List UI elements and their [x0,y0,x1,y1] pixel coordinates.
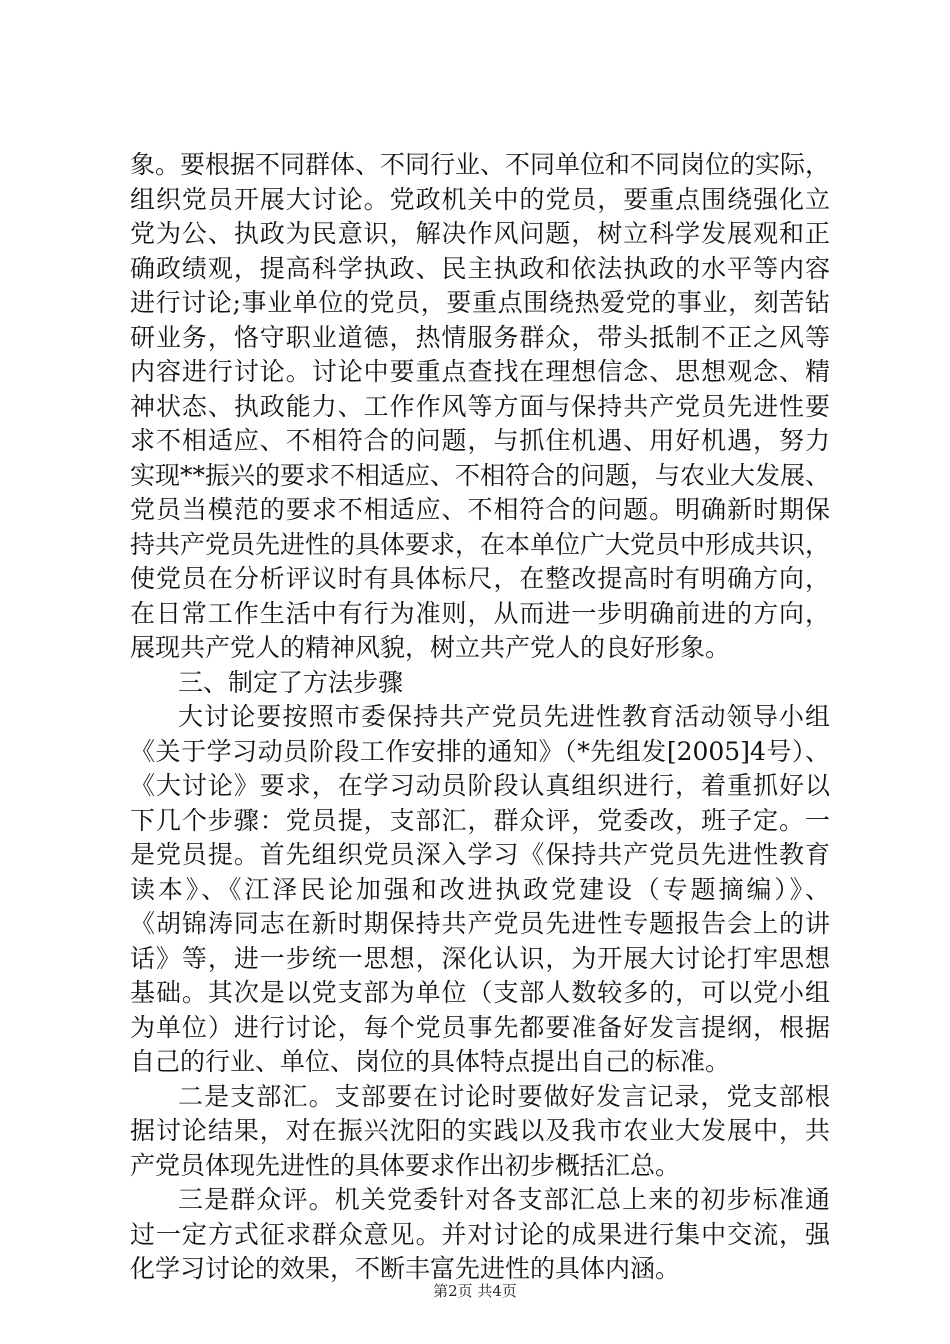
text-line: 二是支部汇。支部要在讨论时要做好发言记录，党支部根 [178,1081,830,1111]
paragraph [130,1183,830,1287]
text-line: 进行讨论;事业单位的党员，要重点围绕热爱党的事业，刻苦钻 [130,288,830,317]
text-line: 持共产党员先进性的具体要求，在本单位广大党员中形成共识， [130,529,830,559]
text-line: 研业务，恪守职业道德，热情服务群众，带头抵制不正之风等 [130,322,830,352]
document-body [130,148,830,1287]
text-line: 为单位）进行讨论，每个党员事先都要准备好发言提纲，根据 [130,1012,830,1042]
text-line: 产党员体现先进性的具体要求作出初步概括汇总。 [130,1150,681,1180]
paragraph [130,1080,830,1184]
section-heading [130,666,830,701]
text-line: 大讨论要按照市委保持共产党员先进性教育活动领导小组 [178,702,830,731]
heading-text: 三、制定了方法步骤 [178,667,404,697]
text-line: 求不相适应、不相符合的问题，与抓住机遇、用好机遇，努力 [130,426,830,455]
text-line: 基础。其次是以党支部为单位（支部人数较多的，可以党小组 [130,978,830,1007]
text-line: 化学习讨论的效果，不断丰富先进性的具体内涵。 [130,1254,681,1283]
text-line: 展现共产党人的精神风貌，树立共产党人的良好形象。 [130,633,731,662]
text-line: 自己的行业、单位、岗位的具体特点提出自己的标准。 [130,1047,731,1076]
text-line: 使党员在分析评议时有具体标尺，在整改提高时有明确方向， [130,564,830,593]
text-line: 在日常工作生活中有行为准则，从而进一步明确前进的方向， [130,598,830,628]
text-line: 读本》、《江泽民论加强和改进执政党建设（专题摘编）》、 [130,874,830,904]
text-line: 过一定方式征求群众意见。并对讨论的成果进行集中交流，强 [130,1219,830,1249]
text-line: 党为公、执政为民意识，解决作风问题，树立科学发展观和正 [130,219,830,248]
text-line: 象。要根据不同群体、不同行业、不同单位和不同岗位的实际， [130,150,830,179]
paragraph [130,700,830,1080]
text-line: 《大讨论》要求，在学习动员阶段认真组织进行，着重抓好以 [130,771,830,800]
text-line: 《胡锦涛同志在新时期保持共产党员先进性专题报告会上的讲 [130,909,830,938]
page-number: 第2页 共4页 [433,1282,517,1300]
text-line: 下几个步骤：党员提，支部汇，群众评，党委改，班子定。一 [130,805,830,835]
text-line: 《关于学习动员阶段工作安排的通知》（*先组发[2005]4号）、 [130,736,830,766]
text-line: 神状态、执政能力、工作作风等方面与保持共产党员先进性要 [130,391,830,421]
text-line: 三是群众评。机关党委针对各支部汇总上来的初步标准通 [178,1185,830,1214]
text-line: 话》等，进一步统一思想，深化认识，为开展大讨论打牢思想 [130,943,830,973]
text-line: 实现**振兴的要求不相适应、不相符合的问题，与农业大发展、 [130,460,830,490]
text-line: 党员当模范的要求不相适应、不相符合的问题。明确新时期保 [130,495,830,524]
paragraph [130,148,830,666]
text-line: 据讨论结果，对在振兴沈阳的实践以及我市农业大发展中，共 [130,1116,830,1145]
text-line: 组织党员开展大讨论。党政机关中的党员，要重点围绕强化立 [130,184,830,214]
text-line: 是党员提。首先组织党员深入学习《保持共产党员先进性教育 [130,840,830,869]
text-line: 内容进行讨论。讨论中要重点查找在理想信念、思想观念、精 [130,357,830,386]
text-line: 确政绩观，提高科学执政、民主执政和依法执政的水平等内容 [130,253,830,283]
